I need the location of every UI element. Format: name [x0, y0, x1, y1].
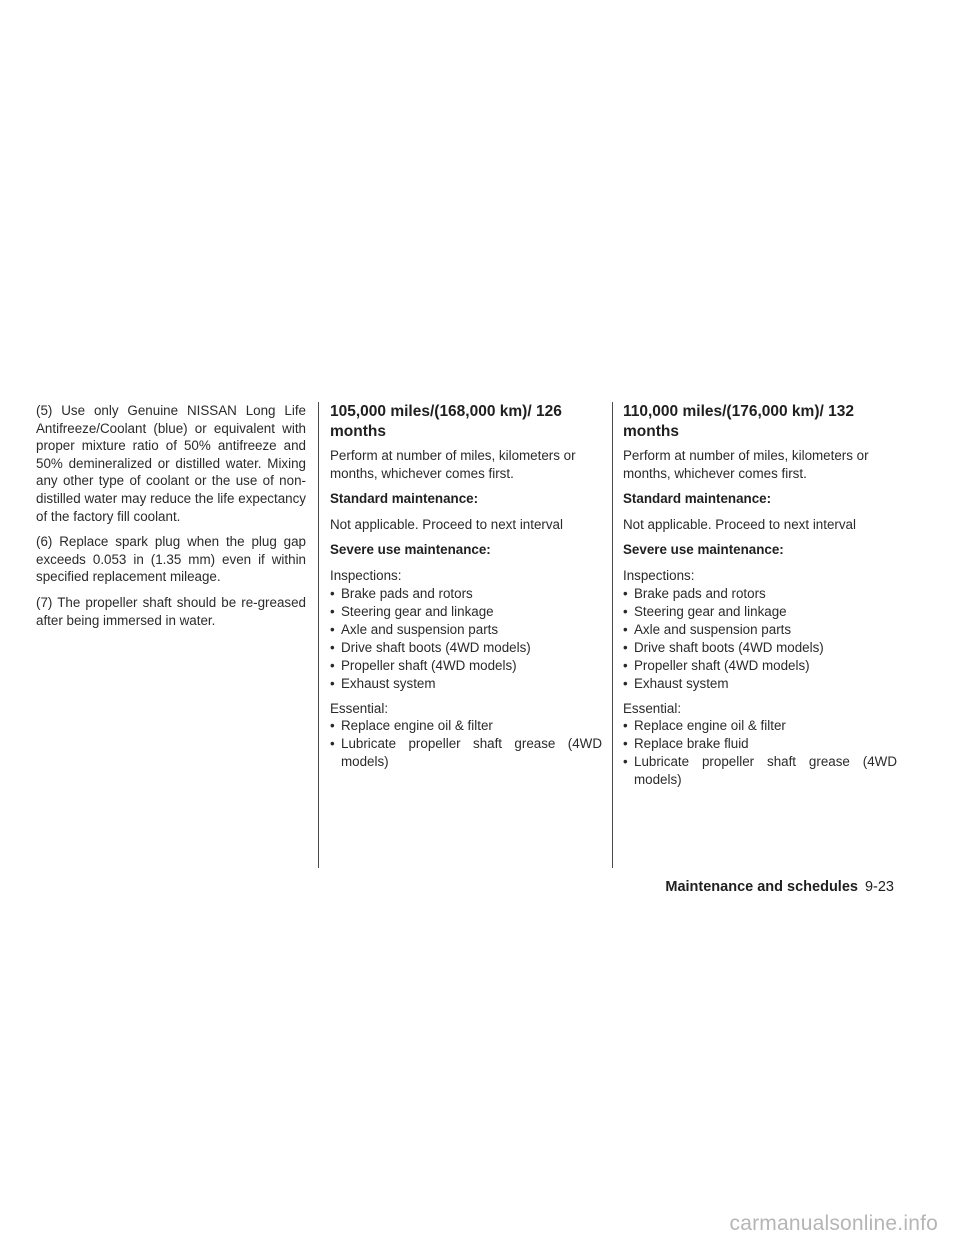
- note-coolant: (5) Use only Genuine NISSAN Long Life Antifreeze/Coolant (blue) or equivalent with proper mixture ratio of 50% antifreeze and 50% demineralized or distilled water. Mixing any other type of coolant or the use of non-distilled water may reduce the life expectancy of the factory fill coolant.: [36, 403, 306, 524]
- list-item: • Lubricate propeller shaft grease (4WD models): [330, 735, 602, 770]
- list-item: • Steering gear and linkage: [623, 603, 897, 621]
- list-item: • Replace engine oil & filter: [330, 717, 602, 735]
- column-divider: [318, 402, 319, 868]
- page-footer: [665, 877, 894, 897]
- list-item: • Exhaust system: [330, 675, 602, 693]
- severe-maintenance-label: Severe use maintenance:: [330, 542, 491, 558]
- standard-maintenance-label: Standard maintenance:: [623, 491, 772, 507]
- list-item: • Brake pads and rotors: [330, 585, 602, 603]
- note-propeller-shaft: (7) The propeller shaft should be re-greased after being immersed in water.: [36, 594, 306, 628]
- page-number: 9-23: [864, 879, 894, 895]
- inspections-list: [330, 585, 602, 693]
- list-item: • Replace brake fluid: [623, 735, 897, 753]
- note-spark-plug: (6) Replace spark plug when the plug gap exceeds 0.053 in (1.35 mm) even if within specified replacement mileage.: [36, 534, 306, 585]
- list-item: • Propeller shaft (4WD models): [623, 657, 897, 675]
- list-item: • Steering gear and linkage: [330, 603, 602, 621]
- list-item: • Brake pads and rotors: [623, 585, 897, 603]
- inspections-list: [623, 585, 897, 693]
- watermark: carmanualsonline.info: [729, 1212, 938, 1235]
- inspections-label: Inspections:: [623, 567, 695, 583]
- list-item: • Drive shaft boots (4WD models): [330, 639, 602, 657]
- section-title: Maintenance and schedules: [665, 879, 858, 895]
- notes-column: [36, 402, 306, 637]
- list-item: • Axle and suspension parts: [330, 621, 602, 639]
- interval-105k-section: [330, 402, 602, 778]
- essential-label: Essential:: [330, 700, 389, 716]
- essential-list: [623, 717, 897, 788]
- interval-intro: Perform at number of miles, kilometers or months, whichever comes first.: [330, 448, 576, 481]
- list-item: • Drive shaft boots (4WD models): [623, 639, 897, 657]
- standard-maintenance-label: Standard maintenance:: [330, 491, 479, 507]
- inspections-label: Inspections:: [330, 567, 402, 583]
- list-item: • Replace engine oil & filter: [623, 717, 897, 735]
- list-item: • Axle and suspension parts: [623, 621, 897, 639]
- standard-maintenance-text: Not applicable. Proceed to next interval: [623, 516, 856, 532]
- severe-maintenance-label: Severe use maintenance:: [623, 542, 784, 558]
- interval-intro: Perform at number of miles, kilometers or months, whichever comes first.: [623, 448, 869, 481]
- interval-110k-heading: 110,000 miles/(176,000 km)/ 132 months: [623, 403, 854, 440]
- essential-list: [330, 717, 602, 770]
- interval-105k-heading: 105,000 miles/(168,000 km)/ 126 months: [330, 403, 562, 440]
- interval-110k-section: [623, 402, 897, 796]
- list-item: • Exhaust system: [623, 675, 897, 693]
- essential-label: Essential:: [623, 700, 682, 716]
- standard-maintenance-text: Not applicable. Proceed to next interval: [330, 516, 563, 532]
- list-item: • Propeller shaft (4WD models): [330, 657, 602, 675]
- column-divider: [612, 402, 613, 868]
- list-item: • Lubricate propeller shaft grease (4WD models): [623, 753, 897, 788]
